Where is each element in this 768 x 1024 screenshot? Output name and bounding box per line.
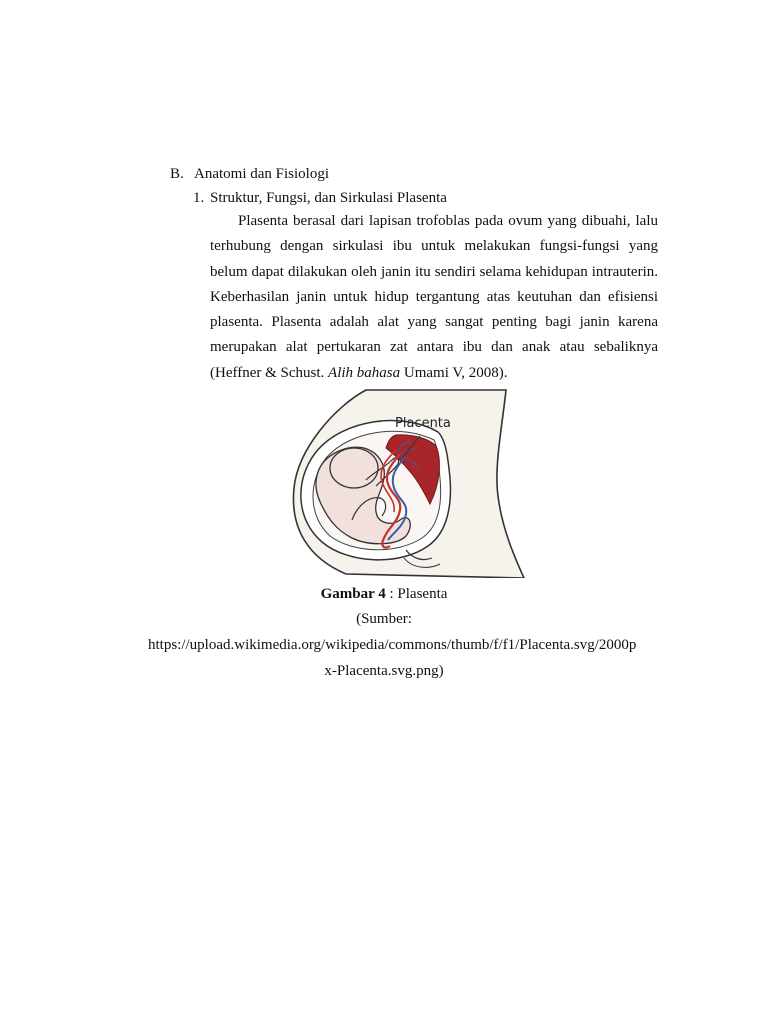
- body-paragraph: [210, 209, 658, 386]
- subsection-heading: [193, 188, 447, 208]
- caption-label: Gambar 4: [320, 586, 386, 602]
- caption-source-url-end: x-Placenta.svg.png): [324, 663, 444, 679]
- placenta-illustration: [288, 388, 528, 578]
- section-marker: B.: [170, 166, 184, 182]
- subsection-marker: 1.: [193, 190, 205, 206]
- fetus-head: [330, 448, 378, 488]
- subsection-title: Struktur, Fungsi, dan Sirkulasi Plasenta: [210, 190, 447, 206]
- figure-caption: [0, 584, 768, 604]
- paragraph-text-main: Plasenta berasal dari lapisan trofoblas pada ovum yang dibuahi, lalu terhubung dengan sirkulasi ibu untuk melakukan fungsi-fungsi yang belum dapat dilakukan oleh janin itu sendiri selama kehidupan intrauterin. Keberhasilan janin untuk hidup tergantung atas keutuhan dan efisiensi plasenta. Plasenta adalah alat yang sangat penting bagi janin karena merupakan alat pertukaran zat antara ibu dan anak atau sebaliknya (Heffner & Schust.: [210, 213, 658, 381]
- caption-source-label: (Sumber:: [356, 611, 412, 627]
- placenta-label: Placenta: [395, 416, 451, 431]
- caption-separator: :: [385, 586, 398, 602]
- paragraph-text-end: Umami V, 2008).: [400, 364, 508, 381]
- paragraph-italic-text: Alih bahasa: [328, 364, 401, 381]
- section-heading: [170, 164, 329, 184]
- section-title: Anatomi dan Fisiologi: [194, 166, 329, 182]
- caption-title: Plasenta: [397, 586, 448, 602]
- caption-source-url: https://upload.wikimedia.org/wikipedia/commons/thumb/f/f1/Placenta.svg/2000p: [148, 637, 637, 653]
